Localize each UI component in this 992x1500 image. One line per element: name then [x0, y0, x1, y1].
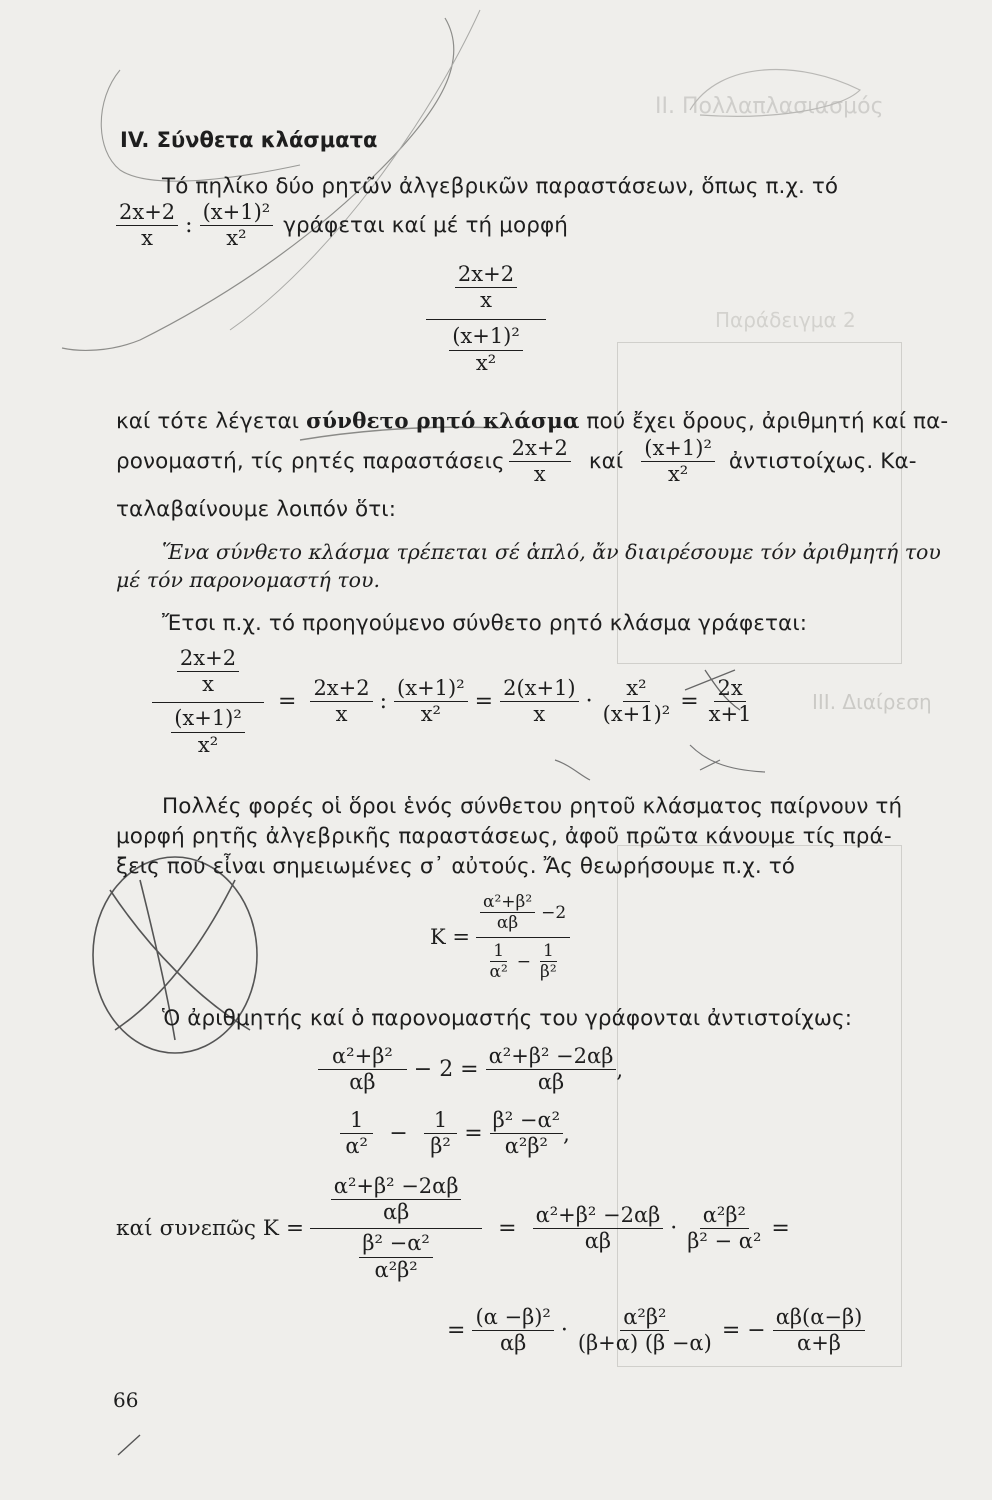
equation-k-result	[116, 1174, 797, 1283]
denominator: (β+α) (β −α)	[577, 1331, 712, 1356]
numerator: α²β²	[620, 1305, 669, 1331]
paragraph-2-line-2	[116, 436, 917, 487]
equals-sign: =	[464, 1121, 483, 1147]
fraction-one-over-alpha-squared	[486, 941, 510, 983]
numerator: 2x+2	[509, 436, 571, 462]
denominator: β²	[430, 1134, 451, 1159]
fraction-e	[706, 676, 755, 727]
fraction-b	[486, 1044, 617, 1095]
equation-denominator-simplified	[340, 1108, 570, 1159]
denominator: β²	[540, 962, 557, 983]
numerator: (α −β)²	[472, 1305, 553, 1331]
fraction-2x-plus-2-over-x	[116, 200, 178, 251]
inner-numerator: β² −α²	[359, 1231, 432, 1257]
pencil-bracket	[101, 70, 300, 181]
fraction-2x-plus-2-over-x	[509, 436, 571, 487]
outer-denominator	[359, 1231, 432, 1282]
bold-term: σύνθετο ρητό κλάσμα	[306, 409, 580, 434]
fraction-one-over-beta-squared	[537, 941, 560, 983]
numerator: 2(x+1)	[500, 676, 579, 702]
fraction-c	[684, 1203, 764, 1254]
text: ἀντιστοίχως. Κα-	[728, 449, 917, 475]
numerator: α²β²	[700, 1203, 749, 1229]
equals-sign: =	[498, 1215, 517, 1241]
denominator: α²	[345, 1134, 368, 1159]
denominator: αβ	[496, 913, 519, 934]
numerator: 2x+2	[116, 200, 178, 226]
minus-sign: −	[389, 1121, 408, 1147]
fraction-b	[424, 1108, 457, 1159]
outer-numerator	[177, 646, 239, 697]
denominator: x	[141, 226, 153, 251]
equation-1	[152, 646, 754, 758]
inner-numerator: 2x+2	[177, 646, 239, 672]
denominator: x²	[420, 702, 441, 727]
denominator: x	[533, 462, 546, 487]
fraction-x-plus-1-squared-over-x-squared	[641, 436, 715, 487]
numerator: 1	[540, 941, 557, 962]
fraction-x-plus-1-squared-over-x-squared	[200, 200, 274, 251]
equals-sign: =	[474, 689, 494, 715]
denominator: x	[533, 702, 546, 727]
inner-numerator: (x+1)²	[449, 324, 523, 350]
fraction-a	[310, 676, 372, 727]
equation-numerator-simplified	[318, 1044, 623, 1095]
main-fraction-bar	[426, 319, 546, 320]
paragraph-2-line-1	[116, 409, 948, 434]
numerator: (x+1)²	[641, 436, 715, 462]
fraction-c	[500, 676, 579, 727]
equation-k-definition	[430, 892, 570, 983]
denominator: α+β	[797, 1331, 841, 1356]
compound-fraction-display	[426, 262, 546, 376]
paragraph-4-line-3: ξεις πού εἶναι σημειωμένες σ᾽ αὐτούς. Ἄς θεωρήσουμε π.χ. τό	[116, 854, 796, 879]
outer-numerator	[455, 262, 517, 313]
inner-numerator: α²+β² −2αβ	[331, 1174, 462, 1200]
fraction-alpha-beta	[480, 892, 535, 934]
equation-k-final	[440, 1305, 865, 1356]
denominator: x²	[667, 462, 689, 487]
text: καί τότε λέγεται	[116, 409, 307, 434]
main-fraction-bar	[310, 1228, 482, 1229]
main-fraction-bar	[152, 702, 264, 703]
fraction-b	[533, 1203, 664, 1254]
denominator: x²	[226, 226, 247, 251]
inner-denominator: x²	[197, 732, 219, 757]
numerator: (x+1)²	[200, 200, 274, 226]
outer-numerator	[331, 1174, 462, 1225]
text: ρονομαστή, τίς ρητές παραστάσεις	[116, 449, 505, 475]
numerator: 1	[340, 1108, 373, 1134]
numerator: x²	[623, 676, 649, 702]
inner-numerator: 2x+2	[455, 262, 517, 288]
text: καί	[588, 449, 624, 475]
numerator: α²+β²	[480, 892, 535, 913]
inner-denominator: x	[202, 672, 214, 697]
section-heading: IV. Σύνθετα κλάσματα	[120, 128, 378, 152]
paragraph-1-line-2	[116, 200, 568, 251]
compound-fraction	[152, 646, 264, 758]
outer-denominator	[171, 706, 245, 757]
equals-minus: = −	[721, 1318, 766, 1344]
equals-sign: =	[278, 689, 297, 715]
paragraph-4-line-2: μορφή ρητῆς ἀλγεβρικῆς παραστάσεως, ἀφοῦ πρῶτα κάνουμε τίς πρά-	[116, 824, 892, 849]
text: πού ἔχει ὅρους, ἀριθμητή καί πα-	[579, 409, 949, 434]
fraction-a	[472, 1305, 553, 1356]
multiply-dot: ·	[585, 689, 593, 715]
pen-tick	[118, 1435, 140, 1455]
paragraph-4-line-1: Πολλές φορές οἱ ὅροι ἑνός σύνθετου ρητοῦ κλάσματος παίρνουν τή	[162, 794, 903, 819]
equals-sign: =	[680, 689, 699, 715]
bleed-table-2	[617, 845, 902, 1367]
inner-denominator: x	[480, 288, 492, 313]
fraction-c	[490, 1108, 563, 1159]
fraction-d	[600, 676, 674, 727]
numerator: α²+β² −2αβ	[533, 1203, 664, 1229]
multiply-dot: ·	[560, 1318, 568, 1344]
denominator: x+1	[708, 702, 752, 727]
division-colon: :	[379, 689, 388, 715]
numerator: β² −α²	[490, 1108, 563, 1134]
denominator: β² − α²	[687, 1228, 762, 1253]
rule-line-1: Ἕνα σύνθετο κλάσμα τρέπεται σέ ἁπλό, ἄν διαιρέσουμε τόν ἀριθμητή του	[162, 540, 941, 564]
outer-denominator	[482, 938, 563, 983]
denominator: α²β²	[504, 1134, 548, 1159]
numerator: 2x+2	[310, 676, 372, 702]
numerator: αβ(α−β)	[773, 1305, 866, 1331]
denominator: αβ	[584, 1228, 612, 1253]
denominator: αβ	[349, 1070, 376, 1095]
fraction-c	[773, 1305, 866, 1356]
numerator: α²+β² −2αβ	[486, 1044, 617, 1070]
numerator: 1	[490, 941, 507, 962]
numerator: 1	[424, 1108, 457, 1134]
numerator: α²+β²	[318, 1044, 407, 1070]
inner-denominator: α²β²	[374, 1257, 418, 1282]
comma: ,	[563, 1121, 570, 1146]
compound-fraction	[476, 892, 570, 983]
equals-sign: =	[771, 1215, 790, 1241]
outer-denominator	[449, 324, 523, 375]
comma: ,	[616, 1057, 624, 1082]
denominator: αβ	[499, 1331, 527, 1356]
pen-small-mark	[555, 760, 590, 780]
denominator: αβ	[537, 1070, 565, 1095]
compound-fraction	[310, 1174, 482, 1283]
paragraph-2-line-3: ταλαβαίνουμε λοιπόν ὅτι:	[116, 497, 397, 522]
multiply-dot: ·	[670, 1215, 678, 1241]
paragraph-1-line-1: Τό πηλίκο δύο ρητῶν ἀλγεβρικῶν παραστάσεων, ὅπως π.χ. τό	[162, 174, 839, 199]
paragraph-3: Ἔτσι π.χ. τό προηγούμενο σύνθετο ρητό κλάσμα γράφεται:	[162, 611, 808, 636]
denominator: α²	[489, 962, 508, 983]
outer-numerator	[476, 892, 570, 937]
inner-denominator: αβ	[382, 1200, 410, 1225]
minus-two-equals: − 2 =	[413, 1057, 479, 1083]
numerator: (x+1)²	[394, 676, 468, 702]
paragraph-5: Ὁ ἀριθμητής καί ὁ παρονομαστής του γράφονται ἀντιστοίχως:	[162, 1006, 853, 1031]
inner-denominator: x²	[475, 350, 497, 375]
minus-two: −2	[541, 902, 567, 923]
fraction-b	[394, 676, 468, 727]
numerator: 2x	[714, 676, 745, 702]
paragraph-1-tail: γράφεται καί μέ τή μορφή	[283, 213, 568, 239]
minus-sign: −	[516, 951, 532, 972]
k-label: K =	[430, 925, 470, 950]
bleed-section-ii: II. Πολλαπλασιασμός	[655, 94, 884, 119]
page-number: 66	[113, 1388, 139, 1412]
bleed-section-iii: III. Διαίρεση	[812, 690, 932, 714]
division-colon: :	[185, 213, 193, 239]
fraction-a	[340, 1108, 373, 1159]
denominator: x	[335, 702, 348, 727]
equals-sign: =	[447, 1318, 466, 1344]
inner-numerator: (x+1)²	[171, 706, 245, 732]
compound-fraction	[426, 262, 546, 376]
lead-text: καί συνεπῶς K =	[116, 1215, 305, 1241]
bleed-exercise-title: Παράδειγμα 2	[715, 308, 856, 332]
fraction-a	[318, 1044, 407, 1095]
rule-line-2: μέ τόν παρονομαστή του.	[116, 568, 380, 592]
fraction-b	[575, 1305, 715, 1356]
denominator: (x+1)²	[602, 702, 671, 727]
